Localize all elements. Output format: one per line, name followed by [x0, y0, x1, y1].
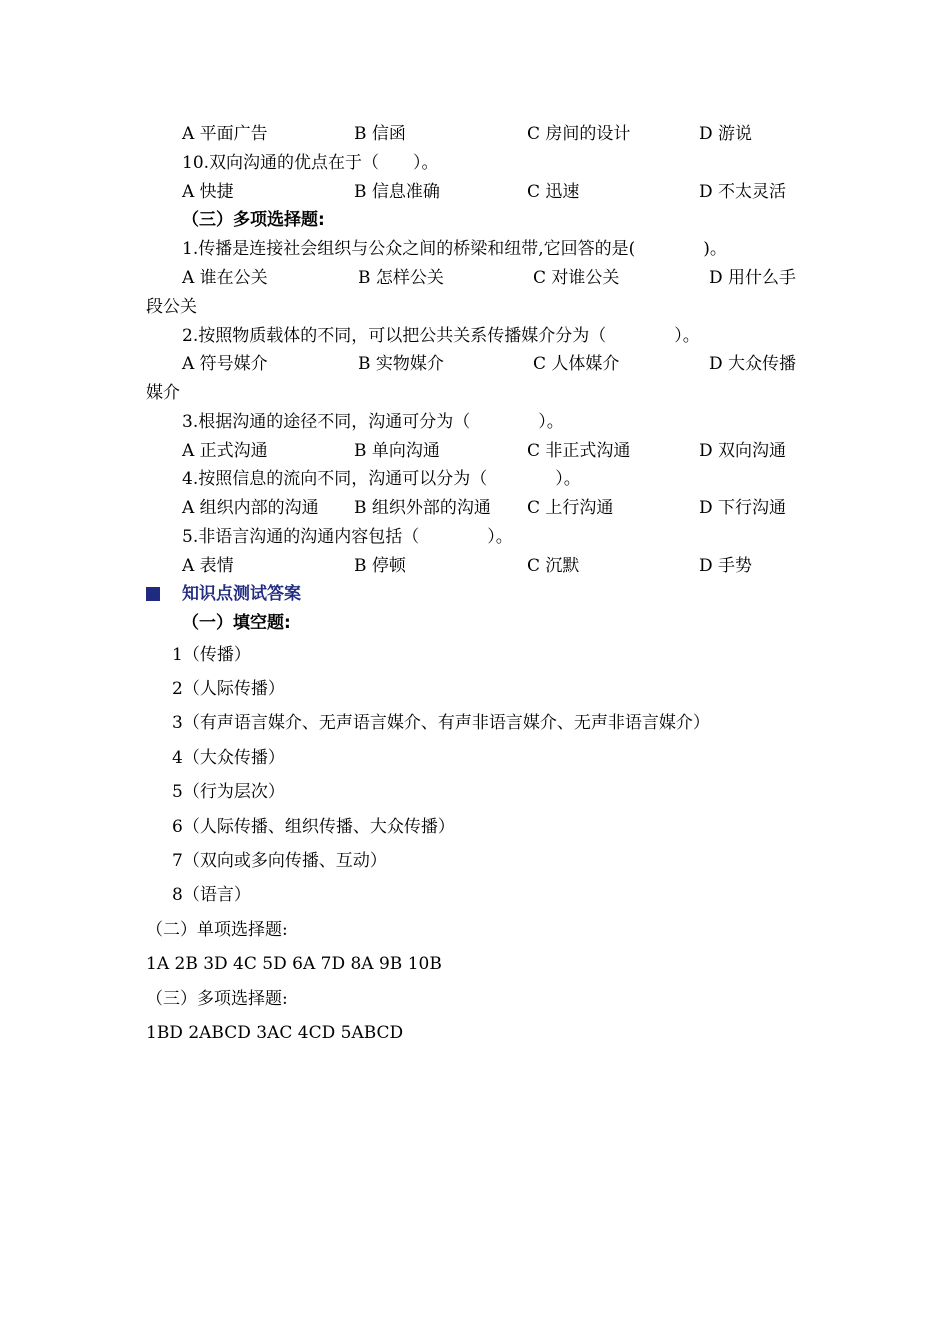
option-a: A 表情 [182, 556, 234, 576]
option-c: C 沉默 [527, 556, 580, 576]
q10-stem: 10.双向沟通的优点在于（ ）。 [182, 153, 439, 173]
option-b: B 单向沟通 [354, 441, 440, 461]
fill-answer-5: 5（行为层次） [172, 782, 285, 802]
fill-answer-6: 6（人际传播、组织传播、大众传播） [172, 817, 455, 837]
fill-title: （一）填空题: [182, 613, 291, 633]
multi-section-title: （三）多项选择题: [182, 210, 325, 230]
multi-q2-wrap: 媒介 [146, 383, 180, 403]
option-c: C 非正式沟通 [527, 441, 631, 461]
fill-answer-8: 8（语言） [172, 885, 251, 905]
option-a: A 符号媒介 [182, 354, 268, 374]
option-d: D 游说 [699, 124, 753, 144]
single-title: （二）单项选择题: [146, 920, 288, 940]
single-answers: 1A 2B 3D 4C 5D 6A 7D 8A 9B 10B [146, 954, 442, 974]
answers-heading: 知识点测试答案 [182, 584, 301, 604]
multi-answers: 1BD 2ABCD 3AC 4CD 5ABCD [146, 1023, 404, 1043]
option-a: A 快捷 [182, 182, 234, 202]
fill-answer-4: 4（大众传播） [172, 748, 285, 768]
option-d: D 下行沟通 [699, 498, 787, 518]
fill-answer-7: 7（双向或多向传播、互动） [172, 851, 387, 871]
option-d: D 不太灵活 [699, 182, 787, 202]
option-d: D 大众传播 [709, 354, 797, 374]
option-c: C 对谁公关 [533, 268, 620, 288]
option-d: D 手势 [699, 556, 753, 576]
option-b: B 怎样公关 [358, 268, 444, 288]
multi-q4-stem: 4.按照信息的流向不同，沟通可以分为（ ）。 [182, 469, 581, 489]
option-c: C 人体媒介 [533, 354, 620, 374]
option-b: B 信函 [354, 124, 406, 144]
option-a: A 组织内部的沟通 [182, 498, 319, 518]
multi-q3-stem: 3.根据沟通的途径不同，沟通可分为（ ）。 [182, 412, 564, 432]
fill-answer-2: 2（人际传播） [172, 679, 285, 699]
multi-q5-stem: 5.非语言沟通的沟通内容包括（ ）。 [182, 527, 513, 547]
option-a: A 平面广告 [182, 124, 268, 144]
fill-answer-1: 1（传播） [172, 645, 251, 665]
multi-q1-wrap: 段公关 [146, 297, 197, 317]
square-bullet-icon [146, 587, 160, 601]
multi-title: （三）多项选择题: [146, 989, 288, 1009]
option-b: B 实物媒介 [358, 354, 444, 374]
option-b: B 停顿 [354, 556, 406, 576]
fill-answer-3: 3（有声语言媒介、无声语言媒介、有声非语言媒介、无声非语言媒介） [172, 713, 710, 733]
option-c: C 上行沟通 [527, 498, 614, 518]
option-c: C 房间的设计 [527, 124, 631, 144]
option-d: D 用什么手 [709, 268, 797, 288]
option-a: A 谁在公关 [182, 268, 268, 288]
option-b: B 信息准确 [354, 182, 440, 202]
option-d: D 双向沟通 [699, 441, 787, 461]
option-a: A 正式沟通 [182, 441, 268, 461]
option-b: B 组织外部的沟通 [354, 498, 491, 518]
multi-q1-stem: 1.传播是连接社会组织与公众之间的桥梁和纽带,它回答的是( )。 [182, 239, 727, 259]
option-c: C 迅速 [527, 182, 580, 202]
multi-q2-stem: 2.按照物质载体的不同，可以把公共关系传播媒介分为（ ）。 [182, 326, 700, 346]
